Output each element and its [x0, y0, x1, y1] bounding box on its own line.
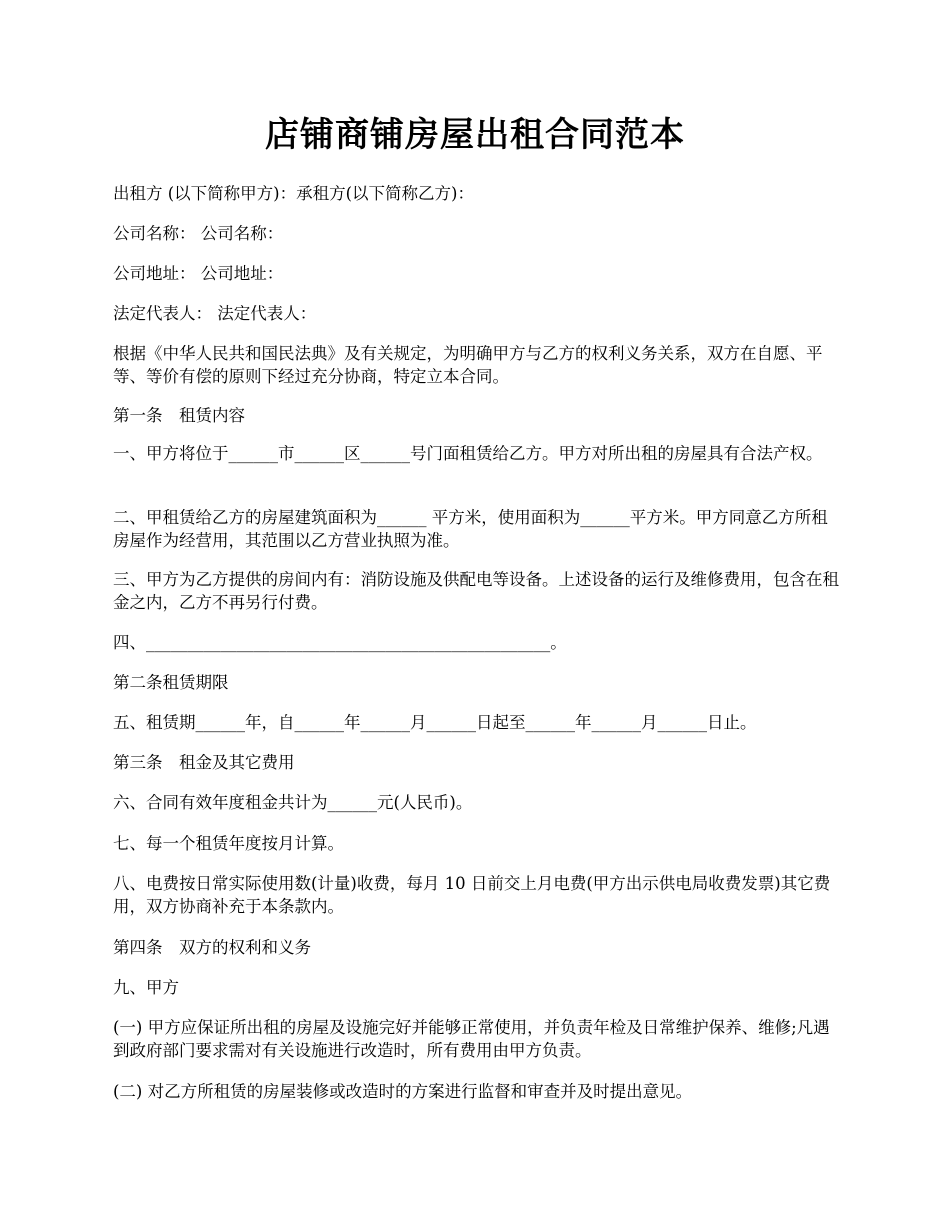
document-title: 店铺商铺房屋出租合同范本: [265, 115, 685, 155]
clause-7: 七、每一个租赁年度按月计算。: [113, 834, 344, 853]
paragraph-company-name: 公司名称： 公司名称：: [113, 224, 284, 243]
clause-6: 六、合同有效年度租金共计为______元(人民币)。: [113, 793, 473, 812]
section-heading-2: 第二条租赁期限: [113, 673, 229, 692]
clause-9: 九、甲方: [113, 978, 179, 997]
paragraph-parties: 出租方 (以下简称甲方)：承租方(以下简称乙方)：: [113, 184, 474, 203]
clause-9-item-1: (一) 甲方应保证所出租的房屋及设施完好并能够正常使用，并负责年检及日常维护保养、维修;凡遇到政府部门要求需对有关设施进行改造时，所有费用由甲方负责。: [113, 1018, 830, 1060]
section-heading-4: 第四条 双方的权利和义务: [113, 938, 311, 957]
paragraph-company-address: 公司地址： 公司地址：: [113, 264, 284, 283]
clause-8: 八、电费按日常实际使用数(计量)收费，每月 10 日前交上月电费(甲方出示供电局收费发票)其它费用，双方协商补充于本条款内。: [113, 874, 831, 916]
clause-3: 三、甲方为乙方提供的房间内有：消防设施及供配电等设备。上述设备的运行及维修费用，包含在租金之内，乙方不再另行付费。: [113, 570, 839, 612]
clause-4: 四、_________________________________________________。: [113, 633, 567, 652]
clause-1: 一、甲方将位于______市______区______号门面租赁给乙方。甲方对所出租的房屋具有合法产权。: [113, 444, 823, 463]
clause-5: 五、租赁期______年，自______年______月______日起至______年______月______日止。: [113, 713, 757, 732]
paragraph-legal-representative: 法定代表人： 法定代表人：: [113, 304, 317, 323]
section-heading-1: 第一条 租赁内容: [113, 406, 245, 425]
clause-9-item-2: (二) 对乙方所租赁的房屋装修或改造时的方案进行监督和审查并及时提出意见。: [113, 1082, 693, 1101]
clause-2: 二、甲租赁给乙方的房屋建筑面积为______ 平方米，使用面积为______平方米。甲方同意乙方所租房屋作为经营用，其范围以乙方营业执照为准。: [113, 508, 828, 550]
paragraph-preamble: 根据《中华人民共和国民法典》及有关规定，为明确甲方与乙方的权利义务关系，双方在自愿、平等、等价有偿的原则下经过充分协商，特定立本合同。: [113, 344, 823, 386]
section-heading-3: 第三条 租金及其它费用: [113, 753, 295, 772]
